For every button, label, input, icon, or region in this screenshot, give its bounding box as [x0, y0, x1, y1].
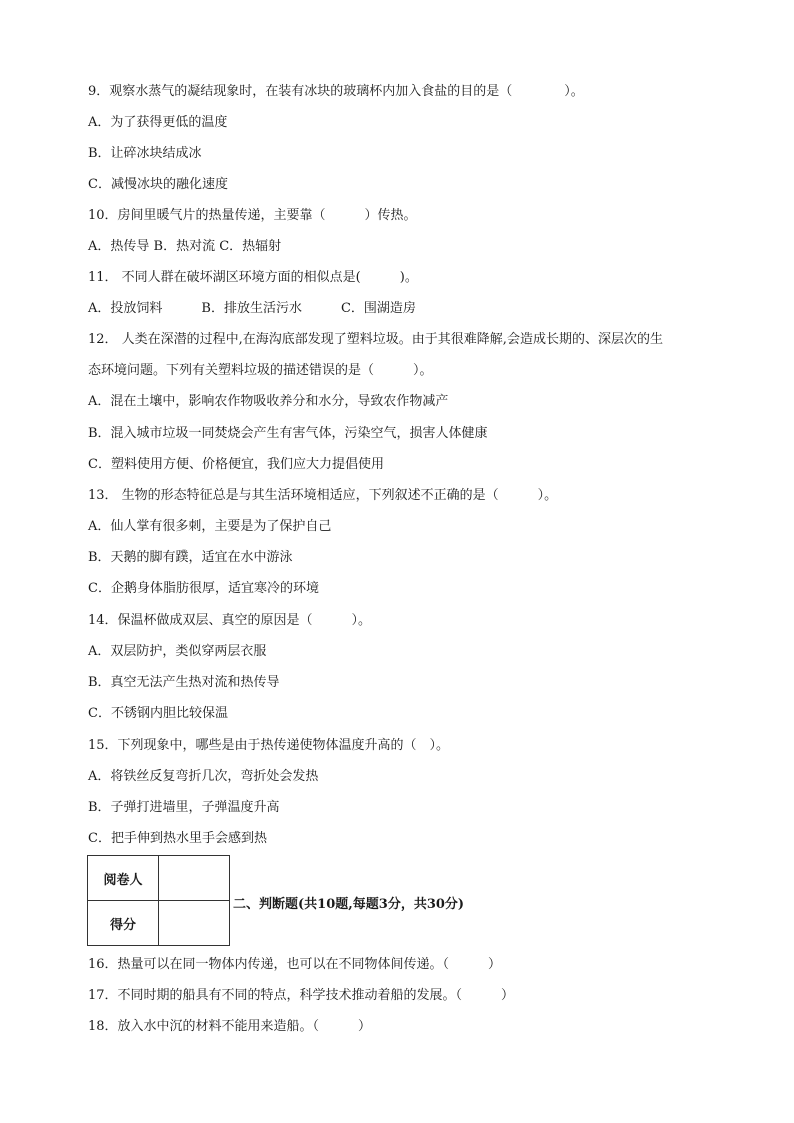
- section-title: 二、判断题(共10题,每题3分，共30分): [233, 897, 465, 912]
- question-15-option-c: C．把手伸到热水里手会感到热: [88, 831, 267, 846]
- judgment-17: 17．不同时期的船具有不同的特点，科学技术推动着船的发展。（ ）: [88, 988, 515, 1003]
- question-13-option-a: A．仙人掌有很多刺，主要是为了保护自己: [88, 519, 332, 534]
- question-11-stem: 11． 不同人群在破坏湖区环境方面的相似点是( )。: [88, 270, 418, 285]
- question-9-option-a: A．为了获得更低的温度: [88, 115, 228, 130]
- question-9-option-b: B．让碎冰块结成冰: [88, 146, 202, 161]
- reviewer-cell[interactable]: [159, 856, 230, 901]
- question-12-stem-cont: 态环境问题。下列有关塑料垃圾的描述错误的是（ ）。: [88, 363, 433, 378]
- judgment-16: 16．热量可以在同一物体内传递，也可以在不同物体间传递。（ ）: [88, 957, 502, 972]
- question-14-option-b: B．真空无法产生热对流和热传导: [88, 675, 280, 690]
- question-15-stem: 15．下列现象中，哪些是由于热传递使物体温度升高的（ ）。: [88, 738, 450, 753]
- score-table: [87, 855, 230, 946]
- question-15-option-a: A．将铁丝反复弯折几次，弯折处会发热: [88, 769, 319, 784]
- question-10-options: A．热传导 B．热对流 C．热辐射: [88, 239, 282, 254]
- question-9-stem: 9．观察水蒸气的凝结现象时，在装有冰块的玻璃杯内加入食盐的目的是（ ）。: [88, 84, 584, 99]
- question-14-option-a: A．双层防护，类似穿两层衣服: [88, 644, 267, 659]
- reviewer-label: 阅卷人: [88, 856, 159, 901]
- question-13-option-b: B．天鹅的脚有蹼，适宜在水中游泳: [88, 550, 293, 565]
- question-12-option-b: B．混入城市垃圾一同焚烧会产生有害气体，污染空气，损害人体健康: [88, 426, 488, 441]
- question-13-option-c: C．企鹅身体脂肪很厚，适宜寒冷的环境: [88, 581, 319, 596]
- question-11-options: A．投放饲料 B．排放生活污水 C．围湖造房: [88, 301, 416, 316]
- score-label: 得分: [88, 901, 159, 946]
- question-14-option-c: C．不锈钢内胆比较保温: [88, 706, 228, 721]
- question-14-stem: 14．保温杯做成双层、真空的原因是（ ）。: [88, 613, 372, 628]
- judgment-18: 18．放入水中沉的材料不能用来造船。（ ）: [88, 1019, 372, 1034]
- question-9-option-c: C．减慢冰块的融化速度: [88, 177, 228, 192]
- question-12-stem: 12． 人类在深潜的过程中,在海沟底部发现了塑料垃圾。由于其很难降解,会造成长期的、深层次的生: [88, 332, 663, 347]
- question-12-option-c: C．塑料使用方便、价格便宜，我们应大力提倡使用: [88, 457, 384, 472]
- question-12-option-a: A．混在土壤中，影响农作物吸收养分和水分，导致农作物减产: [88, 394, 449, 409]
- score-cell[interactable]: [159, 901, 230, 946]
- question-13-stem: 13． 生物的形态特征总是与其生活环境相适应，下列叙述不正确的是（ ）。: [88, 488, 558, 503]
- question-10-stem: 10．房间里暖气片的热量传递，主要靠（ ）传热。: [88, 208, 417, 223]
- question-15-option-b: B．子弹打进墙里，子弹温度升高: [88, 800, 280, 815]
